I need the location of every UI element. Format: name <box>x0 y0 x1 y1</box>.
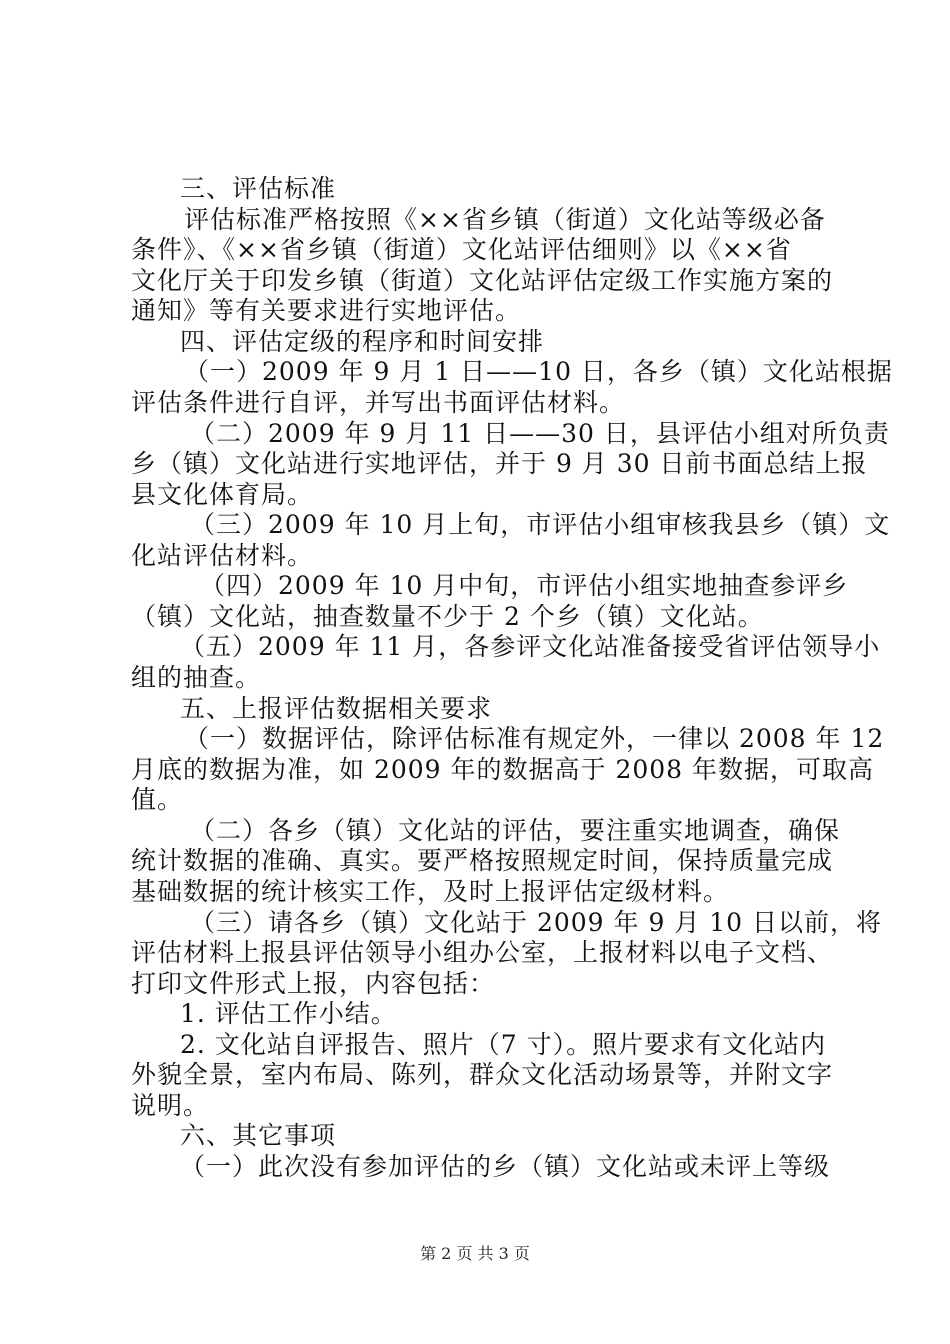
paragraph-line: （一）此次没有参加评估的乡（镇）文化站或未评上等级 <box>180 1152 831 1181</box>
section-heading: 三、评估标准 <box>180 174 337 203</box>
paragraph-line: 说明。 <box>131 1091 210 1120</box>
paragraph-line: （三）请各乡（镇）文化站于 2009 年 9 月 10 日以前，将 <box>190 908 883 937</box>
paragraph-line: 条件》、《××省乡镇（街道）文化站评估细则》以《××省 <box>131 235 792 264</box>
paragraph-line: 统计数据的准确、真实。要严格按照规定时间，保持质量完成 <box>131 846 834 875</box>
paragraph-line: （二）2009 年 9 月 11 日——30 日，县评估小组对所负责 <box>190 419 890 448</box>
section-heading: 四、评估定级的程序和时间安排 <box>180 327 545 356</box>
section-heading: 六、其它事项 <box>180 1121 337 1150</box>
paragraph-line: 基础数据的统计核实工作，及时上报评估定级材料。 <box>131 877 730 906</box>
paragraph-line: 值。 <box>131 785 184 814</box>
paragraph-line: （镇）文化站，抽查数量不少于 2 个乡（镇）文化站。 <box>131 602 764 631</box>
list-item: 2. 文化站自评报告、照片（7 寸）。照片要求有文化站内 <box>180 1030 827 1059</box>
paragraph-line: 县文化体育局。 <box>131 480 314 509</box>
paragraph-line: 外貌全景，室内布局、陈列，群众文化活动场景等，并附文字 <box>131 1060 834 1089</box>
paragraph-line: 化站评估材料。 <box>131 541 314 570</box>
paragraph-line: （二）各乡（镇）文化站的评估，要注重实地调查，确保 <box>190 816 841 845</box>
paragraph-line: （一）2009 年 9 月 1 日——10 日，各乡（镇）文化站根据 <box>184 357 893 386</box>
paragraph-line: 通知》等有关要求进行实地评估。 <box>131 296 522 325</box>
paragraph-line: 评估材料上报县评估领导小组办公室，上报材料以电子文档、 <box>131 938 834 967</box>
paragraph-line: 文化厅关于印发乡镇（街道）文化站评估定级工作实施方案的 <box>131 266 834 295</box>
paragraph-line: 打印文件形式上报，内容包括： <box>131 969 496 998</box>
paragraph-line: 评估标准严格按照《××省乡镇（街道）文化站等级必备 <box>184 205 826 234</box>
paragraph-line: （五）2009 年 11 月，各参评文化站准备接受省评估领导小 <box>180 632 881 661</box>
paragraph-line: 月底的数据为准，如 2009 年的数据高于 2008 年数据，可取高 <box>131 755 875 784</box>
paragraph-line: （三）2009 年 10 月上旬，市评估小组审核我县乡（镇）文 <box>190 510 891 539</box>
section-heading: 五、上报评估数据相关要求 <box>180 694 493 723</box>
paragraph-line: 组的抽查。 <box>131 663 262 692</box>
paragraph-line: （一）数据评估，除评估标准有规定外，一律以 2008 年 12 <box>184 724 885 753</box>
paragraph-line: 乡（镇）文化站进行实地评估，并于 9 月 30 日前书面总结上报 <box>131 449 868 478</box>
page-number-footer: 第 2 页 共 3 页 <box>420 1244 530 1263</box>
paragraph-line: （四）2009 年 10 月中旬，市评估小组实地抽查参评乡 <box>200 571 849 600</box>
list-item: 1. 评估工作小结。 <box>180 999 397 1028</box>
paragraph-line: 评估条件进行自评，并写出书面评估材料。 <box>131 388 626 417</box>
